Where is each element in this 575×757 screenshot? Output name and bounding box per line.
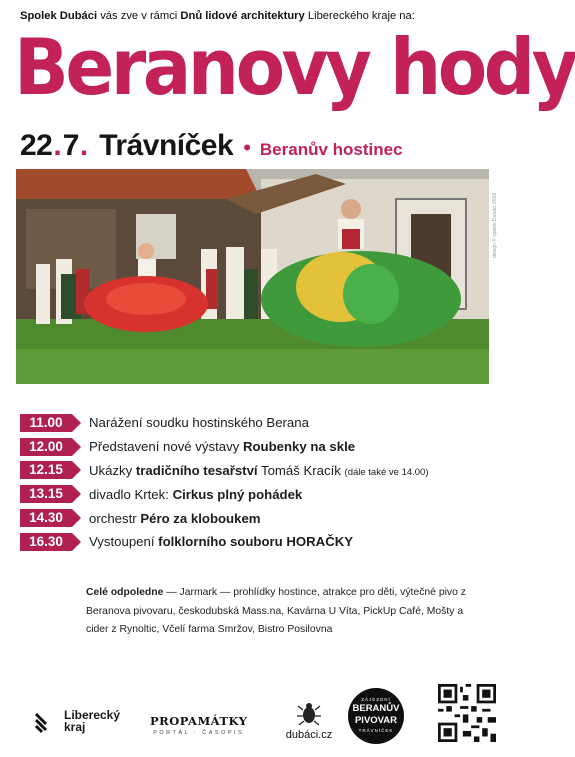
program-time-badge: 13.15 (20, 485, 72, 503)
program-row (20, 530, 500, 554)
program-event-part: Péro za kloboukem (140, 510, 261, 526)
date-dot-1: . (53, 129, 62, 162)
program-time-badge: 12.15 (20, 461, 72, 479)
date-day: 22 (20, 129, 53, 162)
propamatky-logo (150, 714, 247, 736)
liberecky-line-2: kraj (64, 720, 86, 734)
dubaci-logo (279, 700, 339, 741)
dubaci-beetle-icon (296, 700, 322, 726)
pivovar-bottom: TRÁVNÍČEK (358, 728, 394, 733)
qr-code-icon (438, 684, 496, 742)
partner-logos (0, 670, 513, 750)
intro-mid: vás zve v rámci (97, 10, 181, 22)
program-row (20, 506, 500, 530)
date-place: Trávníček (99, 129, 234, 162)
intro-event: Dnů lidové architektury (180, 10, 305, 22)
intro-end: Libereckého kraje na: (304, 10, 415, 22)
program-event-part: Ukázky (89, 462, 136, 478)
folk-dance-photo (16, 169, 489, 384)
date-month: 7 (62, 129, 79, 162)
liberecky-kraj-logo-icon (34, 708, 60, 734)
program-event (89, 511, 261, 526)
afternoon-label: Celé odpoledne (86, 587, 164, 598)
program-event (89, 534, 353, 549)
liberecky-kraj-logo (34, 708, 120, 734)
program-event-part: Představení nové výstavy (89, 439, 243, 455)
intro-line (20, 10, 500, 22)
date-dot-2: . (79, 129, 89, 162)
program-event (89, 439, 355, 454)
program-time-badge: 12.00 (20, 438, 72, 456)
afternoon-text: — Jarmark — prohlídky hostince, atrakce pro děti, výtečné pivo z Beranova pivovaru, českodubská Mass.na, Kavárna U Víta, PickUp Café, Mošty a cider z Rynoltic, Včelí farma Smržov, Bistro Posilovna (86, 587, 466, 635)
date-venue: Beranův hostinec (259, 140, 403, 159)
program-event-part: Vystoupení (89, 534, 159, 550)
program-event-part: orchestr (89, 510, 141, 526)
date-line (20, 129, 500, 163)
program-event-part: (dále také ve 14.00) (344, 466, 429, 478)
program-event (89, 415, 309, 430)
date-bullet: • (243, 135, 251, 160)
program-time-badge: 11.00 (20, 414, 72, 432)
program-event-part: divadlo Krtek: (89, 486, 173, 502)
program-time-badge: 14.30 (20, 509, 72, 527)
program-event-part: Cirkus plný pohádek (172, 486, 303, 502)
propamatky-name: PROPAMÁTKY (150, 714, 248, 728)
qr-code (438, 684, 496, 747)
pivovar-line-2: PIVOVAR (354, 715, 398, 726)
liberecky-line-1: Liberecký (64, 708, 121, 722)
program-event-part: Tomáš Kracík (257, 462, 345, 478)
photo-credit: design © spolek Dubáci 2018 (492, 192, 498, 258)
program-time-badge: 16.30 (20, 533, 72, 551)
pivovar-top: ZÁJEZDNÍ (361, 697, 391, 702)
propamatky-sub: PORTÁL · ČASOPIS (153, 730, 245, 736)
program-row (20, 435, 500, 459)
pivovar-line-1: BERANŮV (352, 703, 400, 714)
program-event-part: Narážení soudku hostinského Berana (89, 415, 309, 431)
program-event-part: tradičního tesařství (135, 462, 258, 478)
beranuv-pivovar-logo (348, 688, 404, 744)
afternoon-info (86, 584, 486, 640)
program-row (20, 459, 500, 483)
dubaci-text: dubáci.cz (285, 729, 333, 741)
intro-org: Spolek Dubáci (20, 10, 98, 22)
program-row (20, 411, 500, 435)
program-event (89, 487, 302, 502)
program-event (89, 463, 429, 478)
poster-title: Beranovy hody (14, 21, 575, 113)
program-event-part: folklorního souboru HORAČKY (158, 534, 354, 550)
program-row (20, 482, 500, 506)
program-list (20, 411, 500, 554)
program-event-part: Roubenky na skle (242, 439, 356, 455)
